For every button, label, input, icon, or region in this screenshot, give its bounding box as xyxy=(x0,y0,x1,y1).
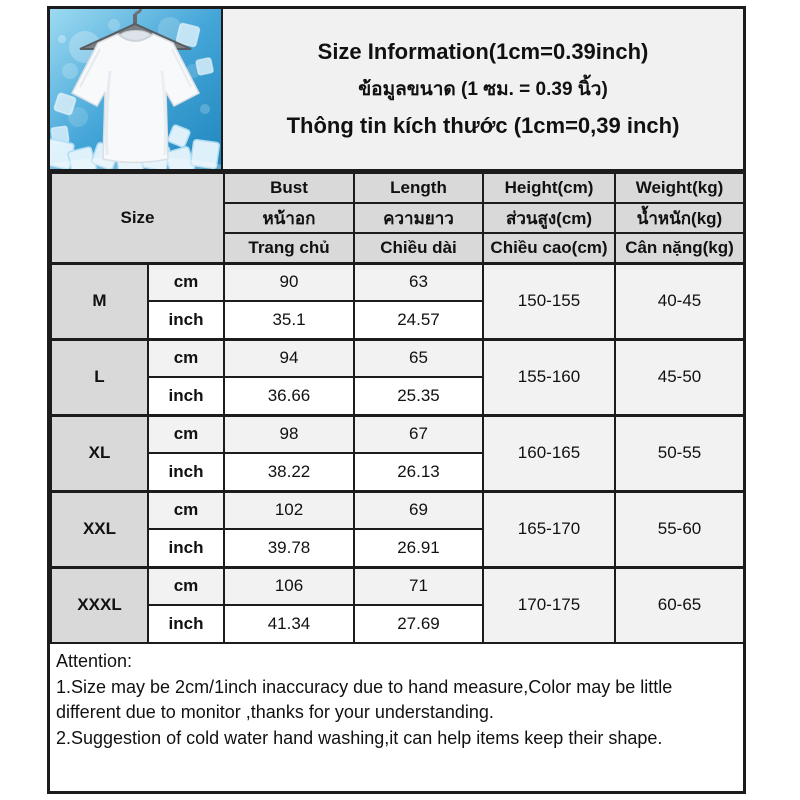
length-inch-value: 25.35 xyxy=(354,377,483,415)
weight-range: 45-50 xyxy=(615,339,744,415)
size-label-xxxl: XXXL xyxy=(51,567,148,643)
size-header-cell: Size xyxy=(51,173,224,263)
bust-cm-value: 94 xyxy=(224,339,354,377)
title-vietnamese: Thông tin kích thước (1cm=0,39 inch) xyxy=(286,113,680,138)
col-header-length-vi: Chiều dài xyxy=(354,233,483,263)
attention-line-2: 2.Suggestion of cold water hand washing,it can help items keep their shape. xyxy=(56,727,663,748)
unit-inch: inch xyxy=(148,529,224,567)
bust-cm-value: 98 xyxy=(224,415,354,453)
length-inch-value: 26.91 xyxy=(354,529,483,567)
length-cm-value: 65 xyxy=(354,339,483,377)
size-label-xxl: XXL xyxy=(51,491,148,567)
table-row xyxy=(51,263,744,301)
unit-inch: inch xyxy=(148,377,224,415)
col-header-height-en: Height(cm) xyxy=(483,173,615,203)
col-header-bust-th: หน้าอก xyxy=(224,203,354,233)
table-row xyxy=(51,415,744,453)
col-header-weight-th: น้ำหนัก(kg) xyxy=(615,203,744,233)
title-thai: ข้อมูลขนาด (1 ซม. = 0.39 นิ้ว) xyxy=(358,79,608,100)
height-range: 155-160 xyxy=(483,339,615,415)
bust-inch-value: 38.22 xyxy=(224,453,354,491)
title-english: Size Information(1cm=0.39inch) xyxy=(317,39,649,64)
tshirt-photo xyxy=(50,9,223,169)
weight-range: 55-60 xyxy=(615,491,744,567)
col-header-length-en: Length xyxy=(354,173,483,203)
length-inch-value: 24.57 xyxy=(354,301,483,339)
weight-range: 60-65 xyxy=(615,567,744,643)
unit-inch: inch xyxy=(148,605,224,643)
unit-cm: cm xyxy=(148,339,224,377)
bust-inch-value: 41.34 xyxy=(224,605,354,643)
unit-cm: cm xyxy=(148,491,224,529)
col-header-weight-vi: Cân nặng(kg) xyxy=(615,233,744,263)
bust-inch-value: 36.66 xyxy=(224,377,354,415)
size-label-l: L xyxy=(51,339,148,415)
attention-note xyxy=(50,644,743,751)
size-label-m: M xyxy=(51,263,148,339)
size-info-title-block xyxy=(223,9,743,169)
col-header-length-th: ความยาว xyxy=(354,203,483,233)
bust-inch-value: 39.78 xyxy=(224,529,354,567)
size-table xyxy=(50,172,745,644)
bust-cm-value: 106 xyxy=(224,567,354,605)
length-inch-value: 27.69 xyxy=(354,605,483,643)
table-row xyxy=(51,339,744,377)
banner xyxy=(50,9,743,172)
unit-cm: cm xyxy=(148,567,224,605)
height-range: 165-170 xyxy=(483,491,615,567)
tshirt-on-ice-illustration xyxy=(50,9,221,169)
height-range: 150-155 xyxy=(483,263,615,339)
length-cm-value: 67 xyxy=(354,415,483,453)
attention-line-1: 1.Size may be 2cm/1inch inaccuracy due to hand measure,Color may be little different due to monitor ,thanks for your understanding. xyxy=(56,676,673,723)
unit-inch: inch xyxy=(148,453,224,491)
height-range: 170-175 xyxy=(483,567,615,643)
col-header-bust-en: Bust xyxy=(224,173,354,203)
table-row xyxy=(51,567,744,605)
weight-range: 40-45 xyxy=(615,263,744,339)
length-cm-value: 69 xyxy=(354,491,483,529)
weight-range: 50-55 xyxy=(615,415,744,491)
unit-inch: inch xyxy=(148,301,224,339)
height-range: 160-165 xyxy=(483,415,615,491)
length-cm-value: 63 xyxy=(354,263,483,301)
col-header-height-vi: Chiều cao(cm) xyxy=(483,233,615,263)
attention-heading: Attention: xyxy=(56,651,133,671)
unit-cm: cm xyxy=(148,263,224,301)
bust-inch-value: 35.1 xyxy=(224,301,354,339)
bust-cm-value: 102 xyxy=(224,491,354,529)
unit-cm: cm xyxy=(148,415,224,453)
length-inch-value: 26.13 xyxy=(354,453,483,491)
length-cm-value: 71 xyxy=(354,567,483,605)
col-header-weight-en: Weight(kg) xyxy=(615,173,744,203)
table-row xyxy=(51,491,744,529)
size-label-xl: XL xyxy=(51,415,148,491)
bust-cm-value: 90 xyxy=(224,263,354,301)
col-header-height-th: ส่วนสูง(cm) xyxy=(483,203,615,233)
col-header-bust-vi: Trang chủ xyxy=(224,233,354,263)
size-chart-card xyxy=(47,6,746,794)
